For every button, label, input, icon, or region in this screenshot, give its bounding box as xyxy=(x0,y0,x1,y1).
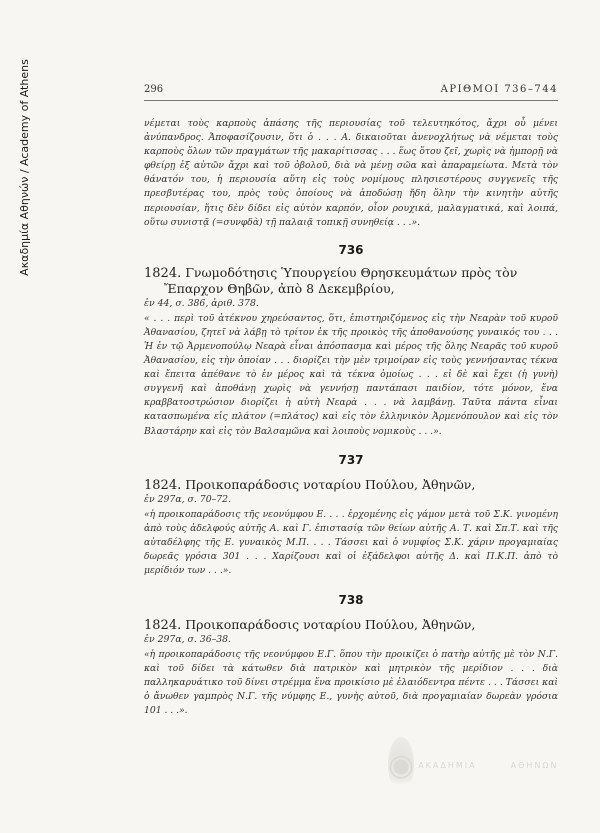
book-page xyxy=(144,84,558,719)
entry-reference: ἐν 297α, σ. 70–72. xyxy=(144,494,232,506)
entry-reference: ἐν 297α, σ. 36–38. xyxy=(144,634,232,646)
entry-heading xyxy=(144,265,558,297)
entry-quote: «ἡ προικοπαράδοσις τῆς νεονύμφου Ε.Γ. ὅπου τὴν προικίζει ὁ πατὴρ αὐτῆς μὲ τὸν Ν.Γ. καὶ τοῦ δίδει τὰ κάτωθεν διὰ πατρικὸν καὶ μητρικὸν τῆς μερίδιον . . . διὰ παλληκαρυάτικο τοῦ δίνει στρέμμα ἕνα προικίσιο μὲ ἐλαιόδεντρα πέντε . . . Τάσσει καὶ ὁ ἄνωθεν γαμπρὸς Ν.Γ. τῆς νύμφης Ε., γυνὴς αὐτοῦ, διὰ προγαμιαίαν δωρεὰν γρόσια 101 . . .». xyxy=(144,649,558,717)
entry-number: 738 xyxy=(338,592,364,607)
entry-heading xyxy=(144,477,558,494)
watermark-text xyxy=(418,761,558,770)
entry-title: Γνωμοδότησις Ὑπουργείου Θρησκευμάτων πρὸς τὸν Ἔπαρχον Θηβῶν, ἀπὸ 8 Δεκεμβρίου, xyxy=(164,264,518,297)
continued-quote: νέμεται τοὺς καρποὺς ἁπάσης τῆς περιουσίας τοῦ τελευτηκότος, ἄχρι οὗ μένει ἀνύπανδρος. Ἀποφασίζουσιν, ὅτι ὁ . . . Α. δικαιοῦται ἀνενοχλήτως νὰ νέμεται τοὺς καρποὺς ὅλων τῶν πραγμάτων τῆς μακαρίτισσας . . . ἕως ὅτου ζεῖ, χωρὶς νὰ ἠμπορῇ νὰ φθείρῃ ἐξ αὐτῶν ἄχρι καὶ τοῦ ὀβολοῦ, διὰ νὰ μένῃ σῶα καὶ ἀπαραμείωτα. Μετὰ τὸν θάνατόν του, ἡ περιουσία αὕτη εἰς τοὺς νομίμους πλησιεστέρους συγγενεῖς τῆς πρεσβυτέρας του, πρὸς τοὺς ὁποίους νὰ ἀποδώσῃ ἤδη ὅλην τὴν κινητὴν αὐτῆς περιουσίαν, ἥτις δὲν δίδει εἰς αὐτὸν καρπόν, οἷον ρουχικά, μαλαγματικά, καὶ λοιπά, οὕτω συνιστᾷ (=συνφδὰ) τῇ παλαιᾷ τοπικῇ συνηθείᾳ . . .». xyxy=(144,118,558,228)
entry-quote: «ἡ προικοπαράδοσις τῆς νεονύμφου Ε. . . . ἐρχομένης εἰς γάμον μετὰ τοῦ Σ.Κ. γινομένη ἀπὸ τοὺς ἀδελφούς αὐτῆς Α. καὶ Γ. ἐπιστασίᾳ τῶν θείων αὐτῆς Α. Τ. καὶ Σπ.Τ. καὶ τῆς αὐταδέλφης τῆς Ε. γυναικὸς Μ.Π. . . . Τάσσει καὶ ὁ νυμφίος Σ.Κ. χάριν προγαμιαίας δωρεᾶς γρόσια 301 . . . Χαρίζουσι καὶ οἱ ἐξάδελφοι αὐτῆς Δ. καὶ Π.Κ.Π. ἀπὸ τὸ μερίδιόν των . . .». xyxy=(144,509,558,577)
watermark-left: ΑΚΑΔΗΜΙΑ xyxy=(418,760,477,770)
page-number: 296 xyxy=(144,84,164,95)
entry-heading xyxy=(144,617,558,634)
entry-number: 736 xyxy=(338,242,364,257)
entry-title: Προικοπαράδοσις νοταρίου Πούλου, Ἀθηνῶν, xyxy=(185,616,476,632)
watermark-right: ΑΘΗΝΩΝ xyxy=(510,760,559,770)
archive-side-label xyxy=(14,52,34,282)
running-title: ΑΡΙΘΜΟΙ 736–744 xyxy=(440,84,558,95)
academy-watermark xyxy=(388,735,558,795)
entry-date: 1824. xyxy=(144,477,182,493)
athena-emblem-icon: ◉ xyxy=(388,737,414,793)
entry-number: 737 xyxy=(338,452,364,467)
header-rule xyxy=(144,100,558,101)
entry-quote: « . . . περὶ τοῦ ἀτέκνου χηρεύσαντος, ὅτι, ἐπιστηριζόμενος εἰς τὴν Νεαρὰν τοῦ κυροῦ Ἀθανασίου, ζητεῖ νὰ λάβῃ τὸ τρίτον ἐκ τῆς προικὸς τῆς ἀποθανούσης γυναικός του . . . Ἡ ἐν τῷ Ἀρμενοπούλῳ Νεαρὰ εἶναι ἀπόσπασμα καὶ μέρος τῆς ὅλης Νεαρᾶς τοῦ κυροῦ Ἀθανασίου, εἰς τὴν ὁποίαν . . . διορίζει τὴν μὲν τριμοίραν εἰς τοὺς γεννήσαντας τέκνα καὶ ἔπειτα ἀπέθανε τὸ ἐν μέρος καὶ τὰ τέκνα ὁμοίως . . . εἰ δὲ καὶ ἔχει (ἡ γυνὴ) συγγενῆ καὶ ἀποθάνῃ χωρὶς νὰ γεννήσῃ παντάπασι παιδίον, τότε μόνον, ἕνα κραββατοστρώσιον διορίζει ἡ αὐτὴ Νεαρὰ . . . νὰ λαμβάνῃ. Ταῦτα πάντα εἶναι κατασπωμένα εἰς πλάτον (=πλάτος) καὶ εἰς τὸν ἑλληνικὸν Ἀρμενόπουλον καὶ εἰς τὸν Βλαστάρην καὶ εἰς τὸν Βαλσαμῶνα καὶ λοιποὺς νομικοὺς . . .». xyxy=(144,312,558,437)
entry-date: 1824. xyxy=(144,617,182,633)
archive-label-text: Ακαδημία Αθηνών / Academy of Athens xyxy=(17,58,31,276)
running-head xyxy=(144,84,558,98)
entry-title: Προικοπαράδοσις νοταρίου Πούλου, Ἀθηνῶν, xyxy=(185,476,476,492)
entry-reference: ἐν 44, σ. 386, ἀριθ. 378. xyxy=(144,297,259,309)
entry-date: 1824. xyxy=(144,265,182,281)
